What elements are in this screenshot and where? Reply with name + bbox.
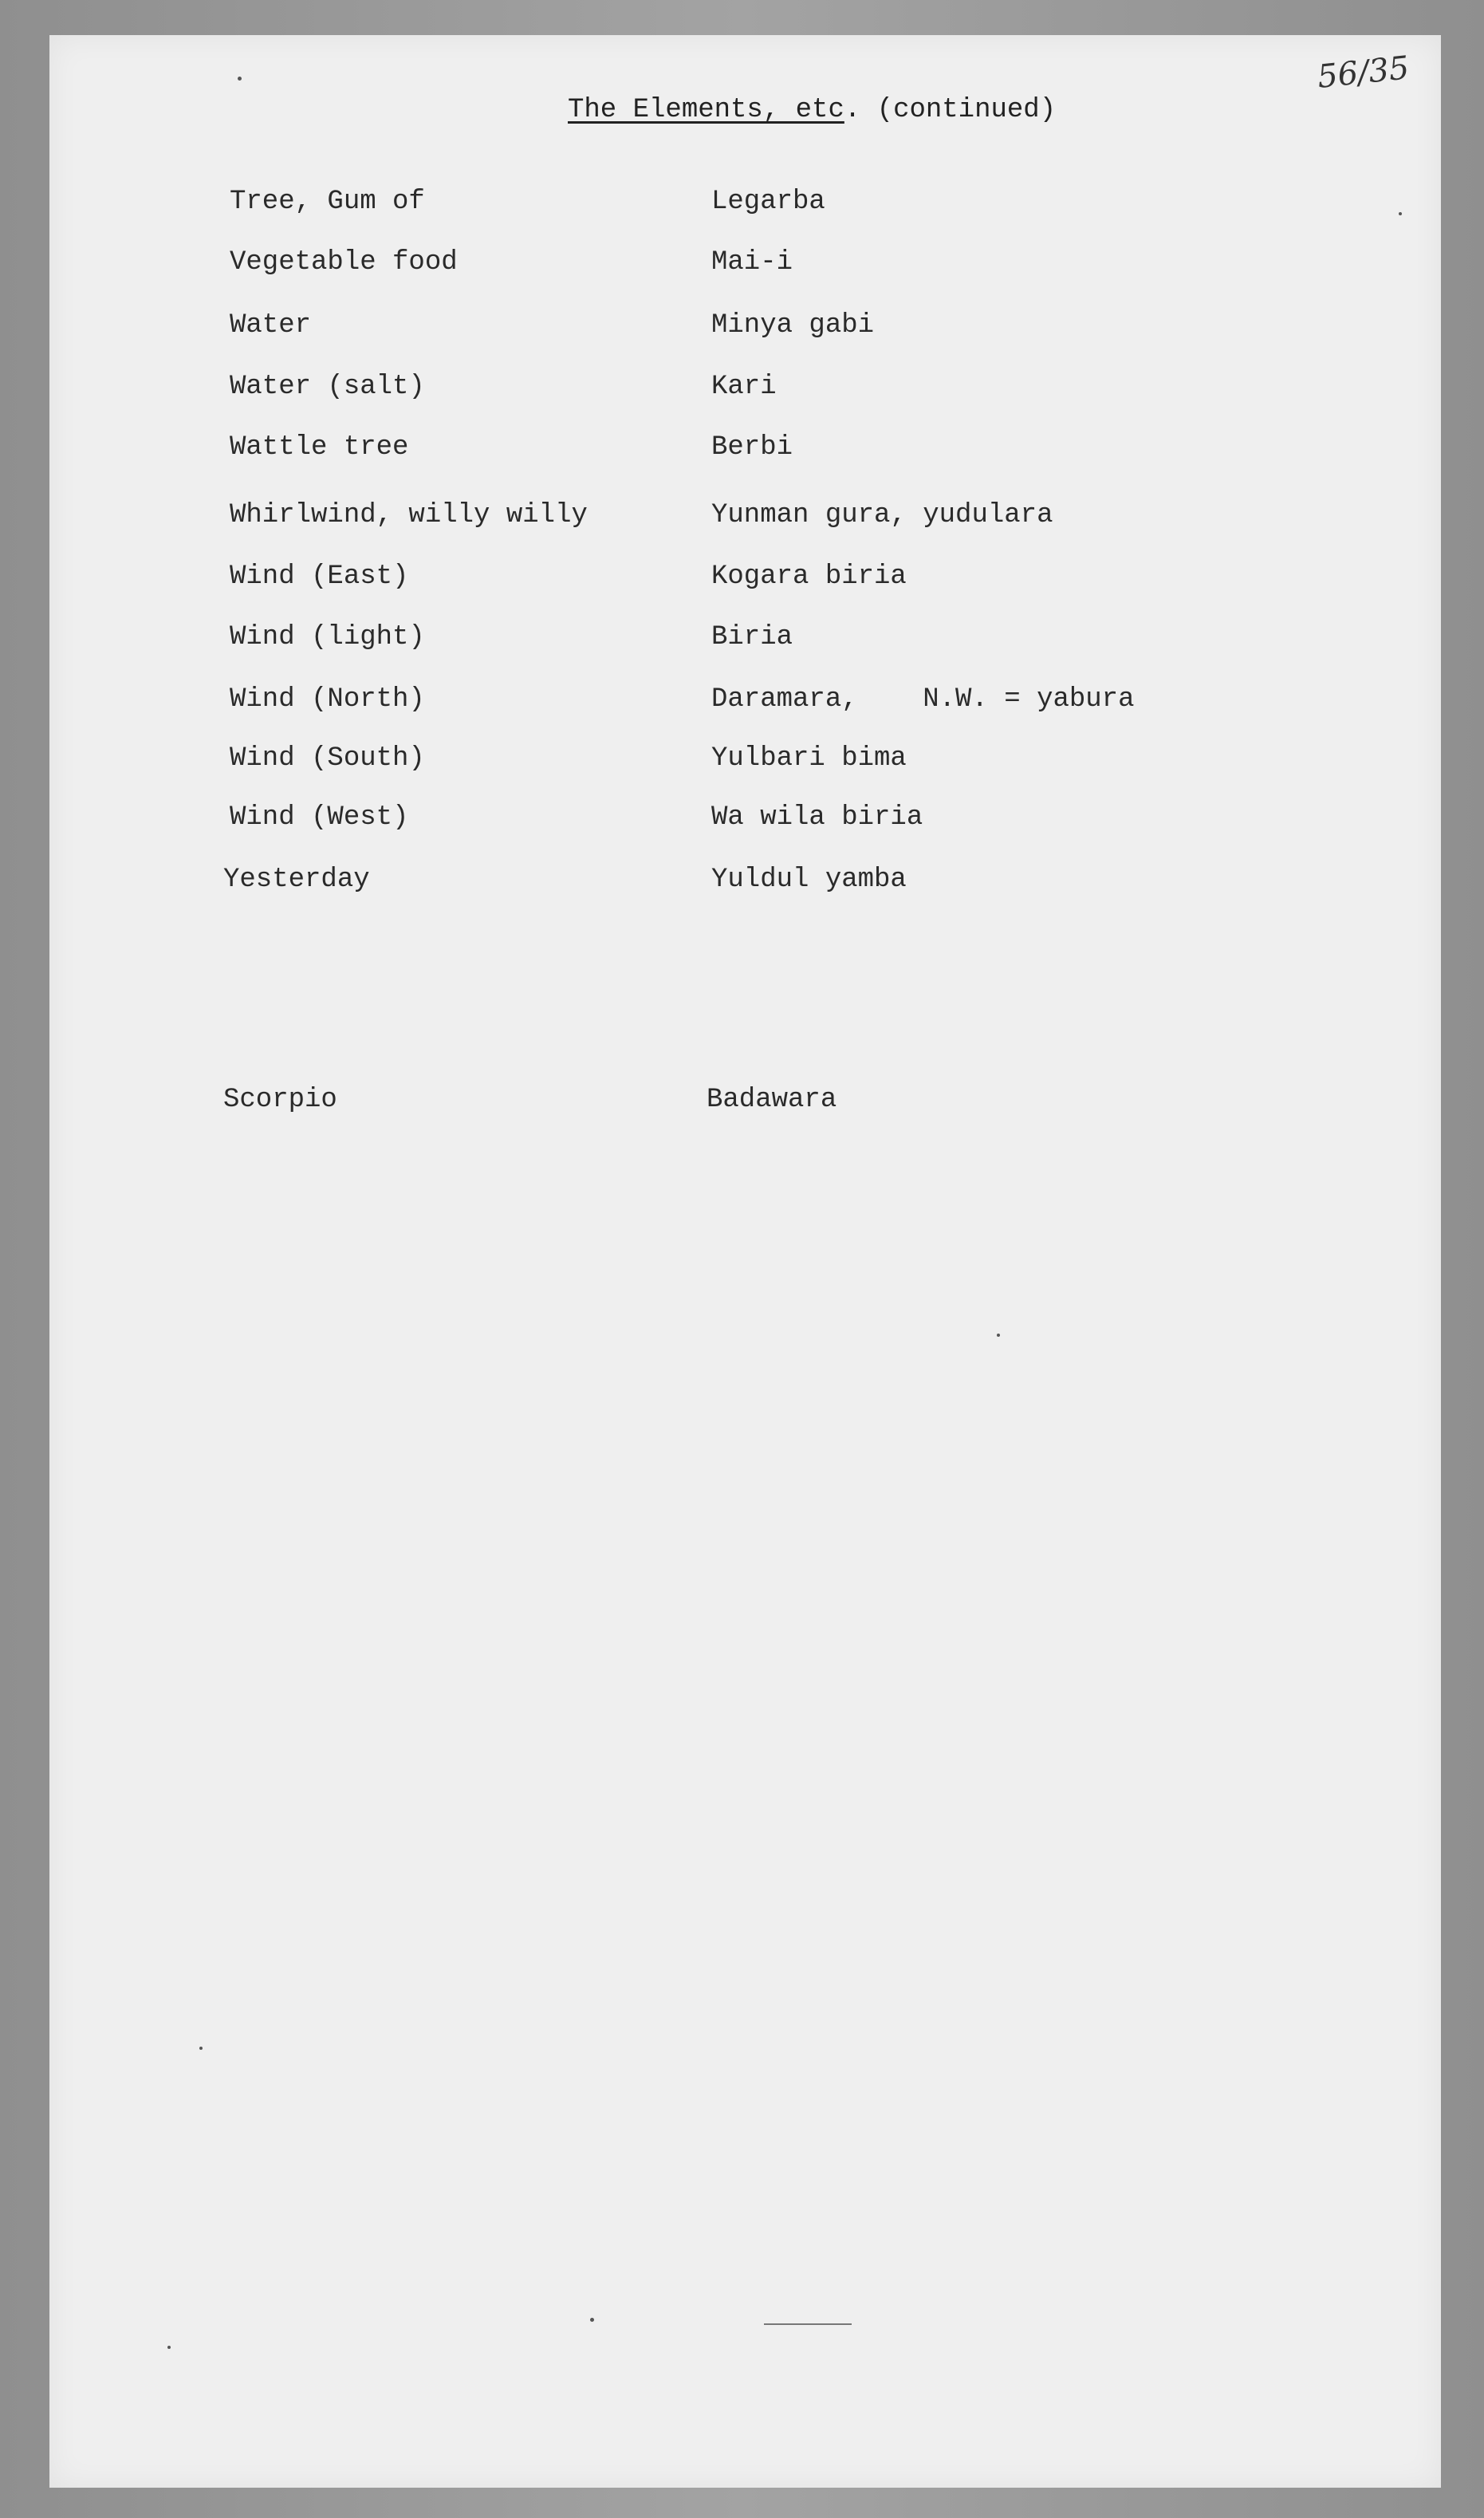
title-underlined: The Elements, etc bbox=[568, 95, 844, 125]
scan-speck bbox=[238, 77, 242, 81]
list-item bbox=[49, 187, 1441, 234]
entry-equivalent: Berbi bbox=[711, 432, 793, 463]
entry-equivalent: Biria bbox=[711, 622, 793, 652]
list-item bbox=[49, 432, 1441, 480]
entry-term: Wind (light) bbox=[230, 622, 425, 652]
entry-term: Tree, Gum of bbox=[230, 187, 425, 217]
list-item bbox=[49, 802, 1441, 850]
entry-term: Vegetable food bbox=[230, 247, 458, 278]
entry-term: Wind (East) bbox=[230, 562, 409, 592]
entry-equivalent: Yunman gura, yudulara bbox=[711, 500, 1053, 530]
entry-equivalent: Yulbari bima bbox=[711, 743, 907, 774]
list-item bbox=[49, 247, 1441, 295]
list-item bbox=[49, 865, 1441, 912]
scan-speck bbox=[1399, 212, 1402, 215]
page-number: 56/35 bbox=[1315, 49, 1411, 96]
scan-speck bbox=[590, 2318, 594, 2322]
list-item bbox=[49, 372, 1441, 420]
list-item-extra bbox=[49, 1085, 1441, 1133]
entry-term: Water (salt) bbox=[230, 372, 425, 402]
entry-equivalent: Legarba bbox=[711, 187, 825, 217]
scan-speck bbox=[997, 1334, 1000, 1337]
entry-term: Water bbox=[230, 310, 312, 341]
list-item bbox=[49, 562, 1441, 609]
entry-term: Wind (South) bbox=[230, 743, 425, 774]
entry-term: Yesterday bbox=[223, 865, 370, 895]
entry-equivalent: Daramara, N.W. = yabura bbox=[711, 684, 1135, 715]
entry-equivalent: Kari bbox=[711, 372, 777, 402]
scan-speck bbox=[167, 2346, 171, 2349]
entry-equivalent: Minya gabi bbox=[711, 310, 875, 341]
entry-term: Wattle tree bbox=[230, 432, 409, 463]
list-item bbox=[49, 500, 1441, 548]
entry-term: Scorpio bbox=[223, 1085, 337, 1115]
entry-equivalent: Wa wila biria bbox=[711, 802, 923, 833]
list-item bbox=[49, 310, 1441, 358]
list-item bbox=[49, 622, 1441, 670]
entry-equivalent: Badawara bbox=[707, 1085, 837, 1115]
list-item bbox=[49, 743, 1441, 791]
entry-equivalent: Mai-i bbox=[711, 247, 793, 278]
page-title bbox=[568, 95, 1056, 125]
title-suffix: . (continued) bbox=[844, 95, 1057, 125]
entry-term: Wind (North) bbox=[230, 684, 425, 715]
entry-equivalent: Yuldul yamba bbox=[711, 865, 907, 895]
scan-mark bbox=[764, 2323, 852, 2325]
entry-term: Whirlwind, willy willy bbox=[230, 500, 588, 530]
list-item bbox=[49, 684, 1441, 732]
scan-speck bbox=[199, 2047, 203, 2050]
entry-term: Wind (West) bbox=[230, 802, 409, 833]
document-page bbox=[49, 35, 1441, 2488]
entry-equivalent: Kogara biria bbox=[711, 562, 907, 592]
